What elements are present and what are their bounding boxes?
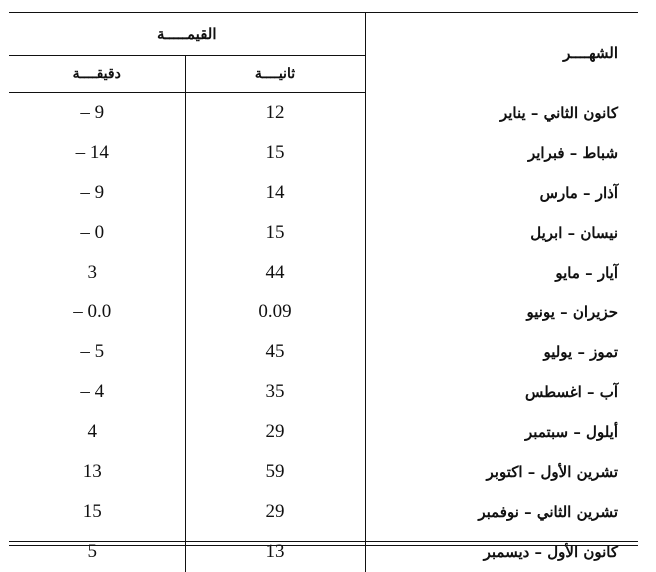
month-cell: آيار – مايو bbox=[365, 253, 638, 293]
seconds-cell: 0.09 bbox=[185, 292, 365, 332]
seconds-cell: 35 bbox=[185, 372, 365, 412]
seconds-cell: 29 bbox=[185, 412, 365, 452]
month-cell: آب – اغسطس bbox=[365, 372, 638, 412]
seconds-cell: 15 bbox=[185, 213, 365, 253]
seconds-cell: 14 bbox=[185, 173, 365, 213]
value-group-header: القيمـــــة bbox=[9, 13, 365, 56]
month-cell: تشرين الثاني – نوفمبر bbox=[365, 492, 638, 532]
month-cell: كانون الأول – ديسمبر bbox=[365, 532, 638, 572]
month-cell: كانون الثاني – يناير bbox=[365, 93, 638, 133]
minutes-cell: 5 bbox=[87, 540, 97, 562]
minutes-cell: – 9 bbox=[80, 101, 105, 123]
table-row bbox=[9, 213, 638, 253]
table-row bbox=[9, 253, 638, 293]
table-header bbox=[9, 13, 638, 93]
monthly-values-table bbox=[9, 12, 638, 572]
seconds-column-header: ثانيــــة bbox=[185, 56, 365, 93]
minutes-cell: 15 bbox=[82, 500, 102, 522]
month-cell: شباط – فبراير bbox=[365, 133, 638, 173]
seconds-cell: 13 bbox=[185, 532, 365, 572]
table-row bbox=[9, 133, 638, 173]
month-cell: نيسان – ابريل bbox=[365, 213, 638, 253]
table-row bbox=[9, 93, 638, 133]
month-cell: أيلول – سبتمبر bbox=[365, 412, 638, 452]
seconds-cell: 12 bbox=[185, 93, 365, 133]
table-body bbox=[9, 93, 638, 572]
month-cell: آذار – مارس bbox=[365, 173, 638, 213]
minutes-cell: 4 bbox=[87, 421, 97, 443]
month-cell: تموز – يوليو bbox=[365, 332, 638, 372]
month-column-header: الشهــــر bbox=[365, 13, 638, 93]
minutes-cell: – 5 bbox=[80, 341, 105, 363]
bottom-double-rule-lower bbox=[9, 545, 638, 546]
minutes-cell: – 0.0 bbox=[73, 301, 112, 323]
minutes-cell: – 9 bbox=[80, 181, 105, 203]
table-row bbox=[9, 452, 638, 492]
minutes-cell: 13 bbox=[82, 460, 102, 482]
minutes-column-header: دقيقــــة bbox=[9, 56, 185, 93]
table-row bbox=[9, 492, 638, 532]
seconds-cell: 45 bbox=[185, 332, 365, 372]
minutes-cell: 3 bbox=[87, 261, 97, 283]
seconds-cell: 59 bbox=[185, 452, 365, 492]
table-row bbox=[9, 173, 638, 213]
table-row bbox=[9, 412, 638, 452]
bottom-double-rule-upper bbox=[9, 541, 638, 542]
month-cell: تشرين الأول – اكتوبر bbox=[365, 452, 638, 492]
table-row bbox=[9, 292, 638, 332]
table-row bbox=[9, 332, 638, 372]
seconds-cell: 44 bbox=[185, 253, 365, 293]
table-row bbox=[9, 532, 638, 572]
minutes-cell: – 4 bbox=[80, 381, 105, 403]
table-row bbox=[9, 372, 638, 412]
minutes-cell: – 0 bbox=[80, 221, 105, 243]
seconds-cell: 15 bbox=[185, 133, 365, 173]
seconds-cell: 29 bbox=[185, 492, 365, 532]
month-cell: حزيران – يونيو bbox=[365, 292, 638, 332]
minutes-cell: – 14 bbox=[75, 141, 109, 163]
equation-of-time-table bbox=[9, 12, 638, 572]
